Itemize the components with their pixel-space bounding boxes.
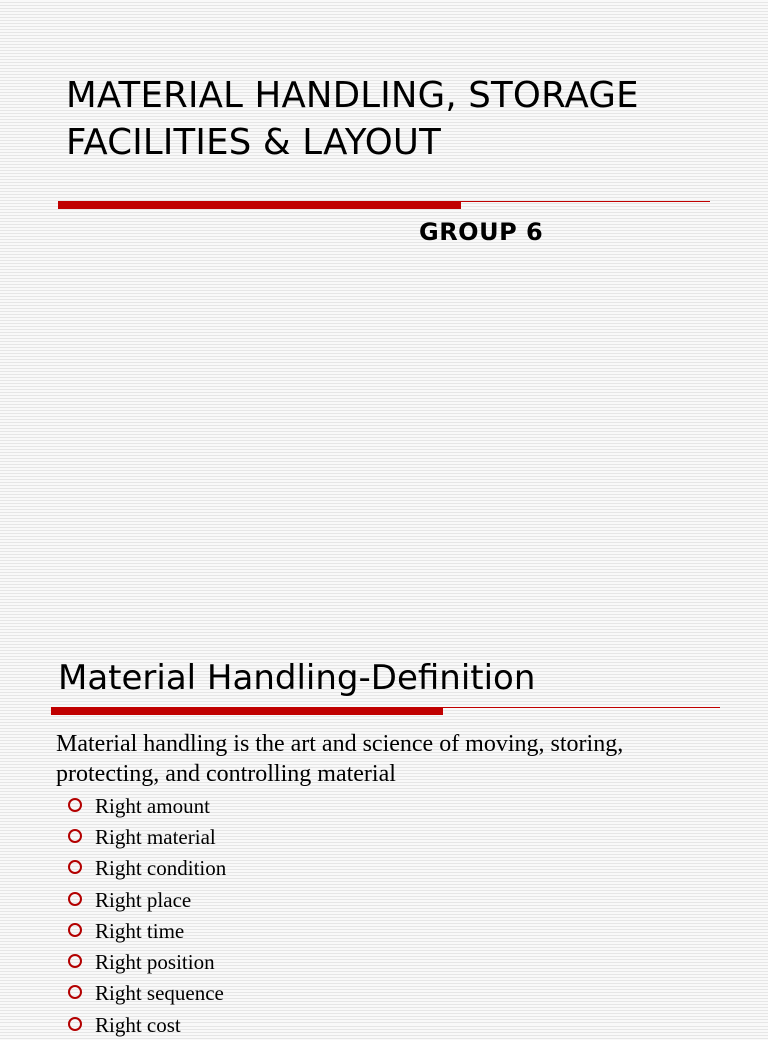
title-divider-thick	[58, 201, 461, 209]
slide-2	[0, 640, 768, 1037]
title-divider-thick	[51, 707, 443, 715]
hollow-circle-bullet-icon	[68, 798, 82, 812]
hollow-circle-bullet-icon	[68, 1017, 82, 1031]
list-item	[68, 790, 226, 821]
bullet-label: Right amount	[95, 793, 210, 818]
bullet-label: Right condition	[95, 856, 227, 881]
hollow-circle-bullet-icon	[68, 860, 82, 874]
hollow-circle-bullet-icon	[68, 892, 82, 906]
hollow-circle-bullet-icon	[68, 985, 82, 999]
bullet-label: Right cost	[95, 1012, 181, 1037]
list-item	[68, 915, 226, 946]
bullet-label: Right position	[95, 950, 215, 975]
bullet-label: Right time	[95, 918, 185, 943]
list-item	[68, 978, 226, 1009]
definition-text	[56, 729, 746, 789]
definition-line: protecting, and controlling material	[56, 761, 396, 787]
slide-1-subtitle: GROUP 6	[419, 218, 544, 246]
bullet-label: Right sequence	[95, 981, 224, 1006]
hollow-circle-bullet-icon	[68, 923, 82, 937]
list-item	[68, 946, 226, 977]
hollow-circle-bullet-icon	[68, 829, 82, 843]
slide-1-title	[66, 72, 746, 166]
bullet-label: Right material	[95, 824, 216, 849]
bullet-list	[68, 790, 226, 1040]
slide-1-title-line: MATERIAL HANDLING, STORAGE	[66, 75, 639, 116]
hollow-circle-bullet-icon	[68, 954, 82, 968]
definition-line: Material handling is the art and science of moving, storing,	[56, 731, 624, 757]
list-item	[68, 853, 226, 884]
bullet-label: Right place	[95, 887, 192, 912]
slide-1-title-line: FACILITIES & LAYOUT	[66, 122, 441, 163]
list-item	[68, 821, 226, 852]
slide-2-title: Material Handling-Definition	[58, 658, 536, 698]
list-item	[68, 1009, 226, 1040]
list-item	[68, 884, 226, 915]
